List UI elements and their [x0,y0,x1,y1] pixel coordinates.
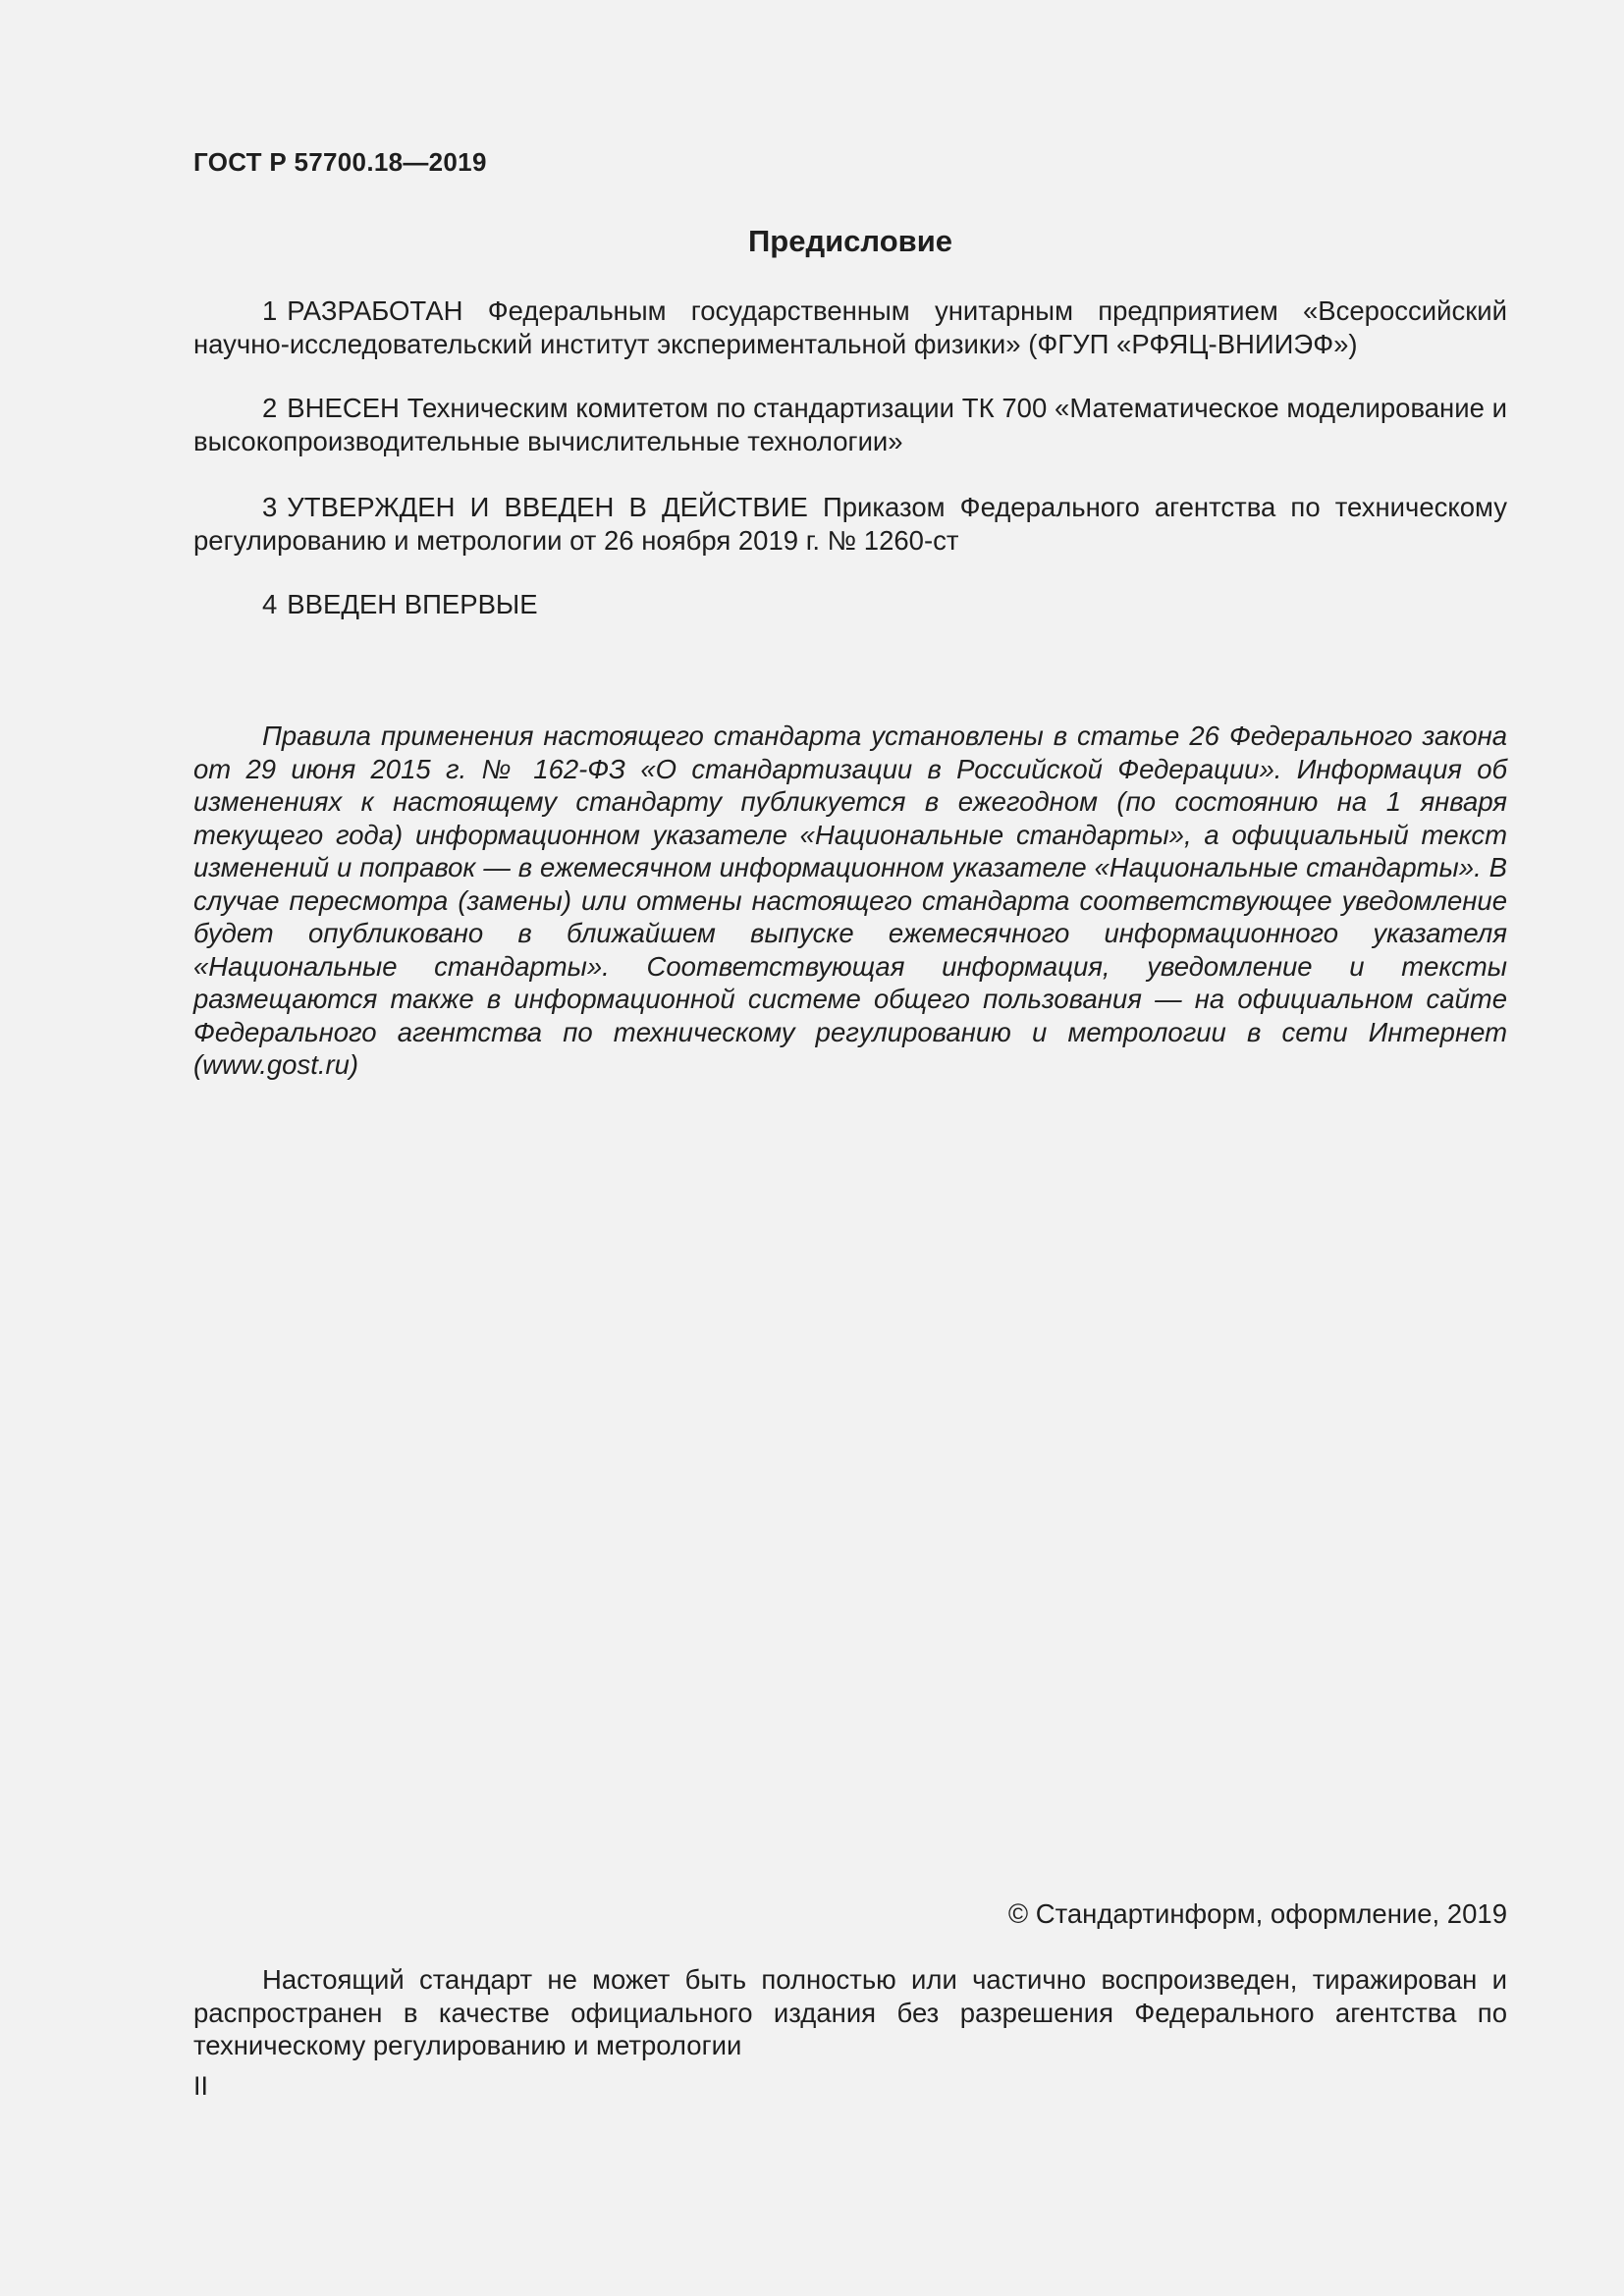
item-number: 1 [262,295,278,326]
foreword-item-1 [193,294,1507,360]
item-keyword: УТВЕРЖДЕН И ВВЕДЕН В ДЕЙСТВИЕ [287,492,808,522]
page-number: II [193,2071,209,2101]
foreword-item-2 [193,392,1507,457]
item-keyword: ВВЕДЕН ВПЕРВЫЕ [287,589,538,619]
reproduction-notice-block [193,1963,1507,2062]
item-number: 4 [262,589,278,619]
item-keyword: РАЗРАБОТАН [287,295,463,326]
foreword-item-paragraph [193,392,1507,457]
item-number: 3 [262,492,278,522]
foreword-item-3 [193,491,1507,557]
foreword-item-paragraph [193,491,1507,557]
item-text: Техническим комитетом по стандартизации ТК 700 «Математическое моделирование и высокопроизводительные вычислительные технологии» [193,393,1508,456]
page-title: Предисловие [747,224,952,258]
foreword-item-paragraph [193,588,1507,621]
reproduction-notice-text: Настоящий стандарт не может быть полностью или частично воспроизведен, тиражирован и распространен в качестве официального издания без разрешения Федерального агентства по техническому регулированию и метрологии [193,1964,1507,2060]
application-rules-text: Правила применения настоящего стандарта установлены в статье 26 Федерального закона от 29 июня 2015 г. № 162-ФЗ «О стандартизации в Российской Федерации». Информация об изменениях к настоящему стандарту публикуется в ежегодном (по состоянию на 1 января текущего года) информационном указателе «Национальные стандарты», а официальный текст изменений и поправок — в ежемесячном информационном указателе «Национальные стандарты». В случае пересмотра (замены) или отмены настоящего стандарта соответствующее уведомление будет опубликовано в ближайшем выпуске ежемесячного информационного указателя «Национальные стандарты». Соответствующая информация, уведомление и тексты размещаются также в информационной системе общего пользования — на официальном сайте Федерального агентства по техническому регулированию и метрологии в сети Интернет (www.gost.ru) [193,721,1507,1080]
document-code: ГОСТ Р 57700.18—2019 [193,147,487,177]
item-text: Приказом Федерального агентства по техническому регулированию и метрологии от 26 ноября 2019 г. № 1260-ст [193,492,1507,556]
copyright-line: © Стандартинформ, оформление, 2019 [1007,1898,1507,1929]
foreword-item-4 [193,588,1507,621]
item-keyword: ВНЕСЕН [287,393,400,423]
foreword-item-paragraph [193,294,1507,360]
item-number: 2 [262,393,278,423]
application-rules-block [193,720,1507,1082]
item-text: Федеральным государственным унитарным предприятием «Всероссийский научно-исследовательский институт экспериментальной физики» (ФГУП «РФЯЦ-ВНИИЭФ») [193,295,1507,359]
